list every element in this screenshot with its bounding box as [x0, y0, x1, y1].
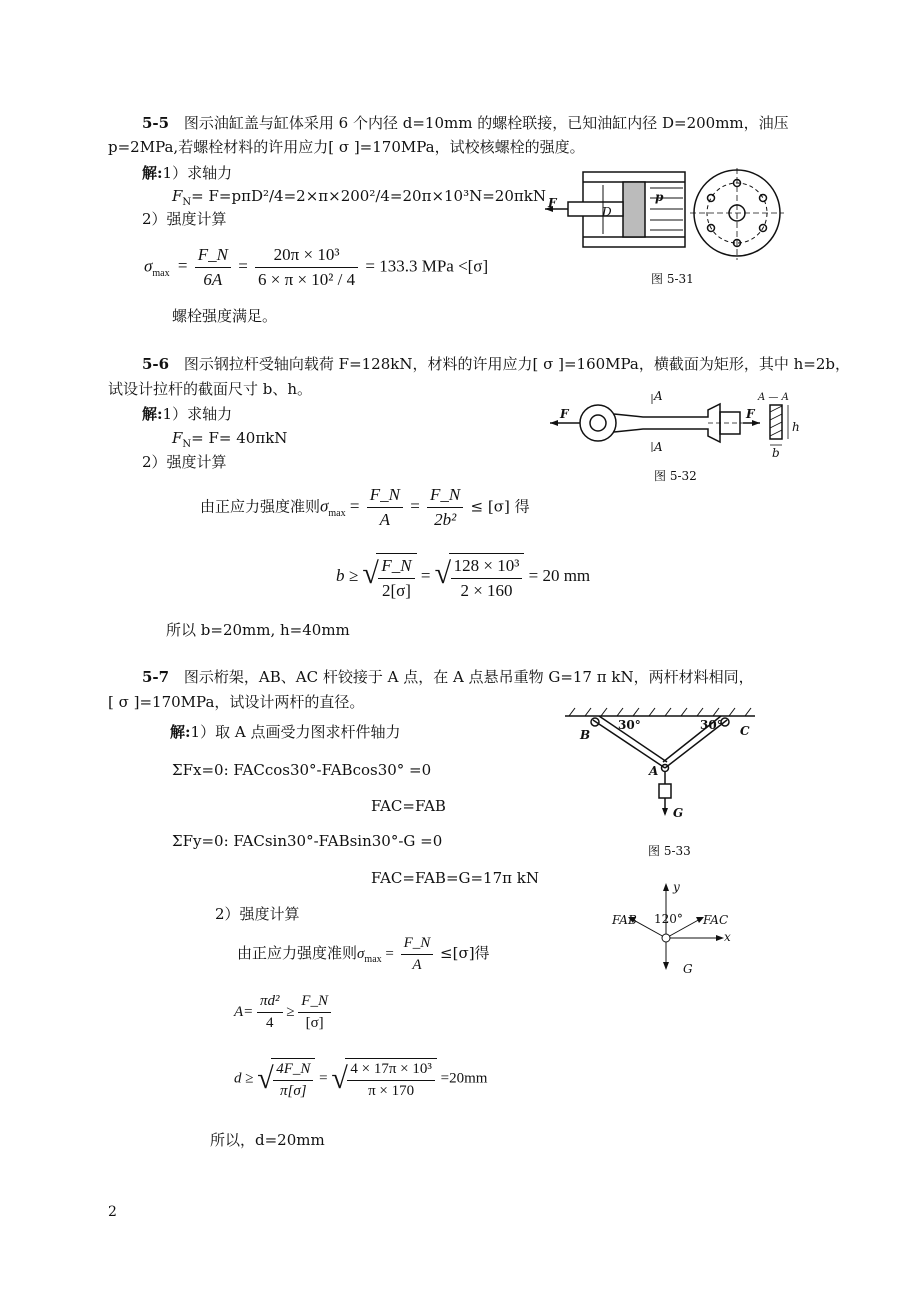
ge-sign: ≥: [286, 1003, 295, 1020]
d-lhs: d ≥: [234, 1070, 254, 1087]
figure-caption-5-33: 图 5-33: [648, 844, 691, 858]
eq-rest: = F= 40πkN: [191, 429, 288, 447]
denominator: A: [412, 957, 422, 973]
fig33-weight-label: G: [673, 806, 684, 820]
denominator: 2 × 160: [460, 581, 513, 600]
result-text: = 133.3 MPa <[σ]: [365, 256, 489, 276]
solution-label: 解:: [142, 405, 163, 423]
criterion-equation-5-6: 由正应力强度准则$\sigma_{max}$ = $\frac{F\_N}{A}$ = $\frac{F\_N}{\text{2b²}}$ ≤ [σ] 得: [200, 485, 530, 529]
max-sub: max: [152, 267, 170, 279]
fbd-y-axis-label: y: [673, 880, 680, 894]
fig32-h-label: h: [792, 420, 800, 434]
sigma-symbol: σ: [320, 496, 329, 516]
denominator: A: [379, 510, 391, 529]
numerator: F_N: [298, 993, 331, 1013]
fraction-pid2-4: [257, 993, 283, 1032]
fbd-x-axis-label: x: [724, 930, 731, 944]
figure-caption-5-31: 图 5-31: [651, 272, 694, 286]
criterion-text: 由正应力强度准则: [200, 497, 321, 516]
area-lhs: A=: [234, 1003, 254, 1020]
numerator: F_N: [195, 245, 231, 268]
axial-force-equation: [172, 186, 546, 206]
figure-5-31-cylinder: [545, 160, 785, 265]
denominator: [σ]: [305, 1015, 324, 1031]
fig33-angle-right: 30°: [700, 718, 723, 732]
sqrt-values: √ $\frac{\text{4 × 17π × 10³}}{\pi \times 170}$: [331, 1058, 437, 1100]
area-equation: [234, 993, 331, 1032]
problem-5-5-line2: p=2MPa,若螺栓材料的许用应力[ σ ]=170MPa，试校核螺栓的强度。: [108, 138, 585, 156]
axial-force-equation: [172, 428, 287, 448]
step-text: 1）求轴力: [162, 164, 233, 182]
sqrt-values: √ $\frac{\text{128 × 10³}}{2 \times 160}$: [435, 553, 525, 601]
force-result: FAC=FAB=G=17π kN: [371, 869, 539, 887]
sqrt-fn: √ $\frac{F\_N}{2[\sigma]}$: [362, 553, 416, 601]
fraction-fn-a: [367, 485, 403, 530]
fig33-point-c: C: [740, 724, 750, 738]
numerator: πd²: [257, 993, 283, 1013]
fac-equals-fab: FAC=FAB: [371, 797, 446, 815]
stress-equation-5-5: $\sigma_{max}$ = $\frac{F\_N}{6A}$ = $\frac{\text{20π × 10³}}{\text{6 × π × 10² / 4}}$ = 133.3 MPa <[σ]: [144, 245, 489, 289]
fraction-fn-sigma: [298, 993, 331, 1032]
criterion-text: 由正应力强度准则: [237, 943, 358, 962]
problem-number: 5-7: [142, 668, 170, 686]
sum-fx-equation: ΣFx=0: FACcos30°-FABcos30° =0: [172, 761, 432, 779]
numerator: 128 × 10³: [451, 556, 523, 579]
fbd-angle-label: 120°: [654, 912, 683, 926]
eq-rest: = F=pπD²/4=2×π×200²/4=20π×10³N=20πkN: [191, 187, 546, 205]
criterion-equation-5-7: 由正应力强度准则$\sigma_{max}$ = $\frac{F\_N}{A}$ ≤[σ]得: [237, 935, 490, 973]
fbd-g-label: G: [683, 962, 693, 976]
max-sub: max: [364, 953, 382, 965]
solution-step1: [142, 404, 232, 424]
problem-text: 图示油缸盖与缸体采用 6 个内径 d=10mm 的螺栓联接，已知油缸内径 D=200mm，油压: [183, 114, 789, 132]
numerator: F_N: [427, 485, 463, 508]
b-lhs: b ≥: [336, 565, 359, 585]
sum-fy-equation: ΣFy=0: FACsin30°-FABsin30°-G =0: [172, 832, 443, 850]
solution-step1: [142, 163, 232, 183]
solution-label: 解:: [170, 723, 191, 741]
fig33-angle-left: 30°: [618, 718, 641, 732]
free-body-diagram: [600, 880, 740, 975]
eq-symbol: F: [172, 187, 183, 205]
numerator: F_N: [401, 935, 434, 955]
fraction-values: [255, 245, 358, 290]
max-sub: max: [328, 507, 346, 519]
solution-step2: 2）强度计算: [215, 905, 300, 923]
diameter-equation: d ≥ √ $\frac{4F\_N}{\pi[\sigma]}$ = √ $\frac{\text{4 × 17π × 10³}}{\pi \times 170}$ =20mm: [234, 1058, 487, 1100]
problem-number: 5-6: [142, 355, 170, 373]
fbd-fac-label: FAC: [703, 913, 729, 927]
numerator: 4F_N: [273, 1061, 313, 1081]
result-text: = 20 mm: [528, 565, 591, 585]
criterion-tail: ≤[σ]得: [440, 943, 490, 962]
problem-number: 5-5: [142, 114, 170, 132]
problem-5-5-line1: [142, 113, 789, 133]
denominator: π[σ]: [280, 1083, 307, 1099]
fig32-force-right: F: [746, 407, 755, 421]
figure-5-33-truss: [565, 706, 760, 821]
problem-5-6-line2: 试设计拉杆的截面尺寸 b、h。: [108, 380, 313, 398]
fig32-force-left: F: [560, 407, 569, 421]
fraction-fn-2b2: [427, 485, 463, 530]
sigma-symbol: σ: [357, 945, 365, 962]
step-text: 1）求轴力: [162, 405, 233, 423]
sqrt-4fn: √ $\frac{4F\_N}{\pi[\sigma]}$: [257, 1058, 315, 1100]
fig32-section-mark-bottom: A: [654, 440, 663, 454]
fig31-diameter-label: D: [602, 205, 612, 219]
denominator: π × 170: [368, 1083, 415, 1099]
step-text: 1）取 A 点画受力图求杆件轴力: [190, 723, 401, 741]
result-text: =20mm: [440, 1070, 488, 1087]
fig31-pressure-label: p: [655, 190, 664, 204]
eq-sub: N: [182, 439, 192, 450]
eq-symbol: F: [172, 429, 183, 447]
b-equation: b ≥ √ $\frac{F\_N}{2[\sigma]}$ = √ $\frac{\text{128 × 10³}}{2 \times 160}$ = 20 mm: [336, 553, 590, 601]
fig32-b-label: b: [772, 446, 780, 460]
figure-caption-5-32: 图 5-32: [654, 469, 697, 483]
fig32-section-label: A — A: [758, 392, 789, 403]
fig32-section-mark: A: [654, 389, 663, 403]
denominator: 6 × π × 10² / 4: [258, 270, 356, 289]
numerator: F_N: [367, 485, 403, 508]
denominator: 6A: [203, 270, 223, 289]
solution-step2: 2）强度计算: [142, 210, 227, 228]
conclusion-5-7: 所以，d=20mm: [210, 1131, 325, 1149]
page-number: 2: [108, 1204, 117, 1220]
eq-sub: N: [182, 197, 192, 208]
problem-text: 图示桁架，AB、AC 杆铰接于 A 点，在 A 点悬吊重物 G=17 π kN，两杆材料相同，: [183, 668, 754, 686]
criterion-tail: ≤ [σ] 得: [470, 497, 530, 516]
sigma-symbol: σ: [144, 256, 153, 276]
problem-5-7-line2: [ σ ]=170MPa，试设计两杆的直径。: [108, 693, 365, 711]
fig33-point-a: A: [649, 764, 659, 778]
denominator: 2b²: [434, 510, 457, 529]
fig31-force-label: F: [548, 196, 557, 210]
denominator: 2[σ]: [381, 581, 411, 600]
conclusion-5-5: 螺栓强度满足。: [172, 307, 278, 325]
problem-5-6-line1: [142, 354, 850, 374]
fbd-fab-label: FAB: [612, 913, 637, 927]
denominator: 4: [266, 1015, 274, 1031]
solution-step2: 2）强度计算: [142, 453, 227, 471]
fraction-fn-6a: [195, 245, 231, 290]
fraction-fn-a: [401, 935, 434, 974]
numerator: F_N: [378, 556, 414, 579]
solution-step1: [170, 722, 400, 742]
problem-5-7-line1: [142, 667, 754, 687]
problem-text: 图示钢拉杆受轴向载荷 F=128kN，材料的许用应力[ σ ]=160MPa，横截面为矩形，其中 h=2b，: [183, 355, 851, 373]
fig33-point-b: B: [580, 728, 591, 742]
numerator: 4 × 17π × 10³: [347, 1061, 435, 1081]
solution-label: 解:: [142, 164, 163, 182]
numerator: 20π × 10³: [255, 245, 358, 268]
conclusion-5-6: 所以 b=20mm, h=40mm: [166, 621, 350, 639]
